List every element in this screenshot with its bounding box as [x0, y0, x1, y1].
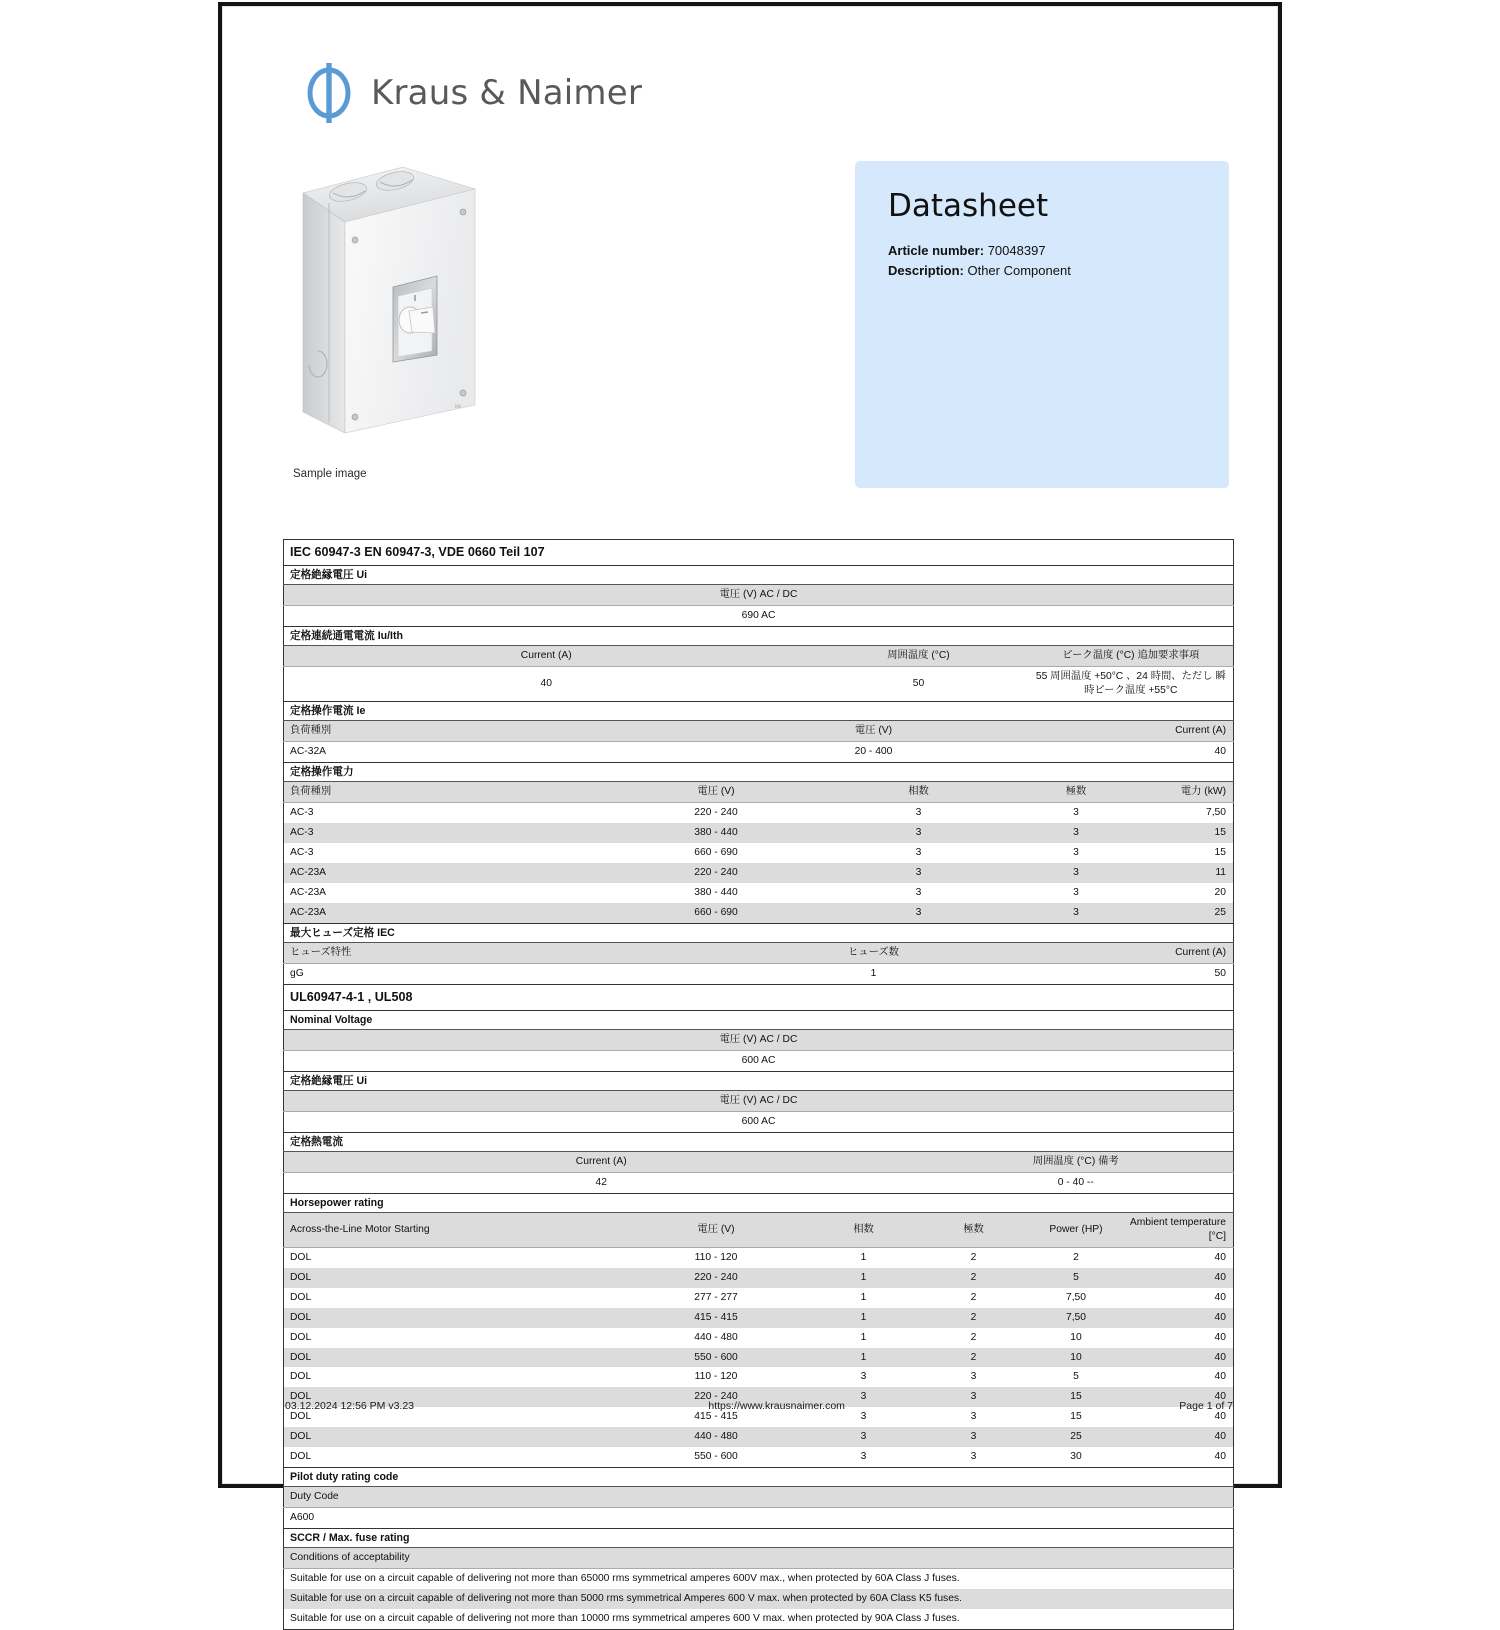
page-inner	[222, 6, 1278, 1624]
table-cell: 5	[1029, 1268, 1124, 1288]
description-value: Other Component	[967, 263, 1071, 279]
table-cell: DOL	[284, 1288, 624, 1308]
group-title: 定格操作電力	[284, 763, 1234, 782]
table-row	[284, 1328, 1234, 1348]
table-cell: ピーク温度 (°C) 追加要求事項	[1029, 646, 1234, 667]
table-row	[284, 721, 1234, 742]
table-cell: 550 - 600	[624, 1447, 809, 1467]
group-title-row	[284, 1467, 1234, 1486]
page-footer	[285, 1400, 1233, 1412]
table-cell: 3	[809, 843, 1029, 863]
table-cell: DOL	[284, 1407, 624, 1427]
table-cell: 3	[919, 1367, 1029, 1387]
table-row	[284, 1308, 1234, 1328]
table-cell: 3	[919, 1427, 1029, 1447]
table-cell: 40	[1124, 1308, 1234, 1328]
table-cell: 2	[919, 1248, 1029, 1268]
table-cell: 0 - 40 --	[919, 1173, 1234, 1194]
table-row	[284, 606, 1234, 627]
table-cell: 電力 (kW)	[1124, 782, 1234, 803]
table-cell: 3	[809, 903, 1029, 923]
standard-title-row	[284, 540, 1234, 566]
table-cell: 周囲温度 (°C)	[809, 646, 1029, 667]
table-row	[284, 843, 1234, 863]
table-cell: DOL	[284, 1328, 624, 1348]
article-number-line	[888, 241, 1071, 261]
table-cell: DOL	[284, 1447, 624, 1467]
table-cell: 3	[919, 1447, 1029, 1467]
table-row	[284, 1609, 1234, 1629]
table-cell: 電圧 (V)	[624, 721, 1124, 742]
table-cell: 10	[1029, 1328, 1124, 1348]
table-row	[284, 1248, 1234, 1268]
enclosed-rotary-switch-image	[285, 165, 500, 460]
table-row	[284, 1112, 1234, 1133]
table-cell: 1	[809, 1268, 919, 1288]
table-cell: 3	[809, 1427, 919, 1447]
table-cell: 2	[919, 1308, 1029, 1328]
table-row	[284, 1508, 1234, 1529]
group-title-row	[284, 702, 1234, 721]
table-cell: 220 - 240	[624, 863, 809, 883]
table-cell: 電圧 (V) AC / DC	[284, 1030, 1234, 1051]
table-cell: DOL	[284, 1367, 624, 1387]
table-cell: 55 周囲温度 +50°C 、24 時間、ただし 瞬時ピーク温度 +55°C	[1029, 667, 1234, 702]
table-cell: 電圧 (V)	[624, 782, 809, 803]
table-cell: 15	[1029, 1407, 1124, 1427]
table-cell: 3	[809, 883, 1029, 903]
table-row	[284, 1367, 1234, 1387]
table-cell: 7,50	[1124, 803, 1234, 823]
table-cell: AC-3	[284, 843, 624, 863]
table-cell: 40	[1124, 1328, 1234, 1348]
table-cell: 415 - 415	[624, 1308, 809, 1328]
group-title-row	[284, 1193, 1234, 1212]
group-title-row	[284, 923, 1234, 942]
table-cell: 3	[1029, 843, 1124, 863]
table-row	[284, 1268, 1234, 1288]
table-cell: 40	[1124, 1268, 1234, 1288]
table-cell: Ambient temperature [°C]	[1124, 1213, 1234, 1248]
table-cell: Across-the-Line Motor Starting	[284, 1213, 624, 1248]
table-cell: DOL	[284, 1387, 624, 1407]
table-cell: Current (A)	[1124, 721, 1234, 742]
sample-image-caption: Sample image	[293, 468, 367, 480]
table-cell: ヒューズ数	[624, 942, 1124, 963]
table-cell: AC-23A	[284, 883, 624, 903]
table-cell: Current (A)	[1124, 942, 1234, 963]
table-cell: AC-32A	[284, 742, 624, 763]
table-cell: 3	[919, 1387, 1029, 1407]
table-row	[284, 1091, 1234, 1112]
table-row	[284, 823, 1234, 843]
article-number-value: 70048397	[987, 243, 1046, 258]
table-cell: 周囲温度 (°C) 備考	[919, 1152, 1234, 1173]
group-title-row	[284, 566, 1234, 585]
table-cell: 極数	[1029, 782, 1124, 803]
standard-title: UL60947-4-1 , UL508	[284, 984, 1234, 1010]
datasheet-panel	[855, 161, 1229, 488]
svg-text:KN: KN	[455, 404, 461, 409]
table-cell: A600	[284, 1508, 1234, 1529]
table-cell: 極数	[919, 1213, 1029, 1248]
table-cell: ヒューズ特性	[284, 942, 624, 963]
table-cell: 220 - 240	[624, 803, 809, 823]
brand-header	[303, 62, 642, 124]
table-row	[284, 667, 1234, 702]
table-cell: 7,50	[1029, 1308, 1124, 1328]
description-label: Description:	[888, 263, 964, 279]
table-cell: 電圧 (V)	[624, 1213, 809, 1248]
group-title: Horsepower rating	[284, 1193, 1234, 1212]
group-title-row	[284, 627, 1234, 646]
table-cell: 5	[1029, 1367, 1124, 1387]
group-title-row	[284, 1132, 1234, 1151]
table-cell: 2	[919, 1288, 1029, 1308]
table-cell: 10	[1029, 1348, 1124, 1368]
table-cell: 220 - 240	[624, 1268, 809, 1288]
table-cell: 600 AC	[284, 1050, 1234, 1071]
table-cell: 25	[1124, 903, 1234, 923]
specification-table	[283, 539, 1234, 1630]
table-cell: 負荷種別	[284, 782, 624, 803]
table-cell: 3	[1029, 823, 1124, 843]
group-title-row	[284, 1010, 1234, 1029]
table-cell: Current (A)	[284, 646, 809, 667]
group-title-row	[284, 1528, 1234, 1547]
table-cell: 3	[919, 1407, 1029, 1427]
group-title: 定格連続通電電流 Iu/Ith	[284, 627, 1234, 646]
datasheet-meta	[888, 241, 1071, 281]
table-row	[284, 1348, 1234, 1368]
table-row	[284, 585, 1234, 606]
table-cell: 415 - 415	[624, 1407, 809, 1427]
group-title: 定格操作電流 Ie	[284, 702, 1234, 721]
table-cell: AC-23A	[284, 863, 624, 883]
table-cell: 15	[1124, 823, 1234, 843]
table-cell: 負荷種別	[284, 721, 624, 742]
datasheet-title: Datasheet	[888, 188, 1049, 224]
table-cell: 3	[809, 1387, 919, 1407]
table-cell: 1	[809, 1348, 919, 1368]
table-cell: 3	[809, 863, 1029, 883]
description-line	[888, 261, 1071, 281]
table-cell: 2	[919, 1348, 1029, 1368]
table-cell: DOL	[284, 1348, 624, 1368]
table-cell: 3	[1029, 903, 1124, 923]
table-cell: Suitable for use on a circuit capable of delivering not more than 5000 rms symmetrical Amperes 600 V max. when protected by 60A Class K5 fuses.	[284, 1589, 1234, 1609]
table-row	[284, 1173, 1234, 1194]
group-title: 定格熱電流	[284, 1132, 1234, 1151]
table-cell: 20 - 400	[624, 742, 1124, 763]
table-row	[284, 646, 1234, 667]
table-cell: 2	[919, 1268, 1029, 1288]
table-cell: 40	[284, 667, 809, 702]
table-cell: 550 - 600	[624, 1348, 809, 1368]
group-title: 定格絶縁電圧 Ui	[284, 1071, 1234, 1090]
table-cell: 40	[1124, 1447, 1234, 1467]
table-row	[284, 1548, 1234, 1569]
table-cell: Suitable for use on a circuit capable of delivering not more than 10000 rms symmetrical amperes 600 V max. when protected by 90A Class J fuses.	[284, 1609, 1234, 1629]
table-cell: 相数	[809, 782, 1029, 803]
table-cell: 3	[809, 1407, 919, 1427]
table-row	[284, 1589, 1234, 1609]
footer-timestamp: 03.12.2024 12:56 PM v3.23	[285, 1400, 415, 1412]
group-title: SCCR / Max. fuse rating	[284, 1528, 1234, 1547]
table-cell: 20	[1124, 883, 1234, 903]
table-row	[284, 942, 1234, 963]
footer-page-number: Page 1 of 7	[1179, 1400, 1233, 1412]
table-cell: 40	[1124, 1348, 1234, 1368]
table-cell: 11	[1124, 863, 1234, 883]
table-cell: 3	[809, 1447, 919, 1467]
group-title: 最大ヒューズ定格 IEC	[284, 923, 1234, 942]
table-cell: 2	[1029, 1248, 1124, 1268]
table-cell: 25	[1029, 1427, 1124, 1447]
table-cell: 1	[809, 1308, 919, 1328]
table-cell: 110 - 120	[624, 1367, 809, 1387]
table-cell: 380 - 440	[624, 823, 809, 843]
phi-logo-icon	[303, 62, 355, 124]
table-cell: 40	[1124, 1407, 1234, 1427]
footer-url[interactable]: https://www.krausnaimer.com	[708, 1400, 845, 1412]
table-row	[284, 1050, 1234, 1071]
table-cell: gG	[284, 963, 624, 984]
table-cell: 277 - 277	[624, 1288, 809, 1308]
group-title: Pilot duty rating code	[284, 1467, 1234, 1486]
table-cell: 40	[1124, 742, 1234, 763]
table-cell: AC-3	[284, 803, 624, 823]
standard-title: IEC 60947-3 EN 60947-3, VDE 0660 Teil 107	[284, 540, 1234, 566]
group-title-row	[284, 763, 1234, 782]
table-row	[284, 803, 1234, 823]
table-cell: 440 - 480	[624, 1328, 809, 1348]
table-cell: 600 AC	[284, 1112, 1234, 1133]
table-cell: DOL	[284, 1427, 624, 1447]
table-cell: 3	[1029, 883, 1124, 903]
standard-title-row	[284, 984, 1234, 1010]
table-cell: 690 AC	[284, 606, 1234, 627]
table-cell: 40	[1124, 1367, 1234, 1387]
table-cell: DOL	[284, 1248, 624, 1268]
table-cell: 40	[1124, 1248, 1234, 1268]
table-cell: 110 - 120	[624, 1248, 809, 1268]
table-cell: 1	[624, 963, 1124, 984]
table-row	[284, 1152, 1234, 1173]
table-row	[284, 782, 1234, 803]
table-row	[284, 963, 1234, 984]
table-cell: Duty Code	[284, 1487, 1234, 1508]
document-page	[218, 2, 1282, 1624]
table-cell: Suitable for use on a circuit capable of delivering not more than 65000 rms symmetrical amperes 600V max., when protected by 60A Class J fuses.	[284, 1569, 1234, 1589]
table-cell: 1	[809, 1328, 919, 1348]
table-cell: 15	[1029, 1387, 1124, 1407]
group-title: Nominal Voltage	[284, 1010, 1234, 1029]
table-cell: Conditions of acceptability	[284, 1548, 1234, 1569]
table-row	[284, 1487, 1234, 1508]
table-row	[284, 1569, 1234, 1589]
table-cell: Power (HP)	[1029, 1213, 1124, 1248]
table-cell: 220 - 240	[624, 1387, 809, 1407]
table-cell: DOL	[284, 1268, 624, 1288]
table-row	[284, 742, 1234, 763]
table-row	[284, 1030, 1234, 1051]
table-cell: 3	[809, 803, 1029, 823]
table-cell: 40	[1124, 1288, 1234, 1308]
table-cell: AC-23A	[284, 903, 624, 923]
table-cell: 電圧 (V) AC / DC	[284, 1091, 1234, 1112]
article-number-label: Article number:	[888, 243, 985, 258]
table-cell: 3	[809, 1367, 919, 1387]
table-row	[284, 883, 1234, 903]
table-cell: AC-3	[284, 823, 624, 843]
table-cell: 3	[1029, 863, 1124, 883]
table-row	[284, 903, 1234, 923]
table-cell: DOL	[284, 1308, 624, 1328]
table-cell: 相数	[809, 1213, 919, 1248]
table-cell: 3	[1029, 803, 1124, 823]
table-cell: 660 - 690	[624, 843, 809, 863]
table-cell: 380 - 440	[624, 883, 809, 903]
table-cell: 7,50	[1029, 1288, 1124, 1308]
table-cell: 30	[1029, 1447, 1124, 1467]
table-cell: 50	[809, 667, 1029, 702]
table-row	[284, 1288, 1234, 1308]
table-row	[284, 863, 1234, 883]
table-cell: 40	[1124, 1427, 1234, 1447]
table-cell: 42	[284, 1173, 919, 1194]
table-cell: 15	[1124, 843, 1234, 863]
table-row	[284, 1427, 1234, 1447]
table-row	[284, 1213, 1234, 1248]
brand-name: Kraus & Naimer	[371, 73, 643, 113]
group-title-row	[284, 1071, 1234, 1090]
table-cell: 1	[809, 1288, 919, 1308]
table-cell: 1	[809, 1248, 919, 1268]
table-cell: 50	[1124, 963, 1234, 984]
table-cell: 660 - 690	[624, 903, 809, 923]
table-cell: 2	[919, 1328, 1029, 1348]
table-cell: 3	[809, 823, 1029, 843]
table-cell: 40	[1124, 1387, 1234, 1407]
group-title: 定格絶縁電圧 Ui	[284, 566, 1234, 585]
table-row	[284, 1447, 1234, 1467]
table-cell: Current (A)	[284, 1152, 919, 1173]
table-cell: 440 - 480	[624, 1427, 809, 1447]
product-image-block	[285, 165, 515, 480]
table-cell: 電圧 (V) AC / DC	[284, 585, 1234, 606]
